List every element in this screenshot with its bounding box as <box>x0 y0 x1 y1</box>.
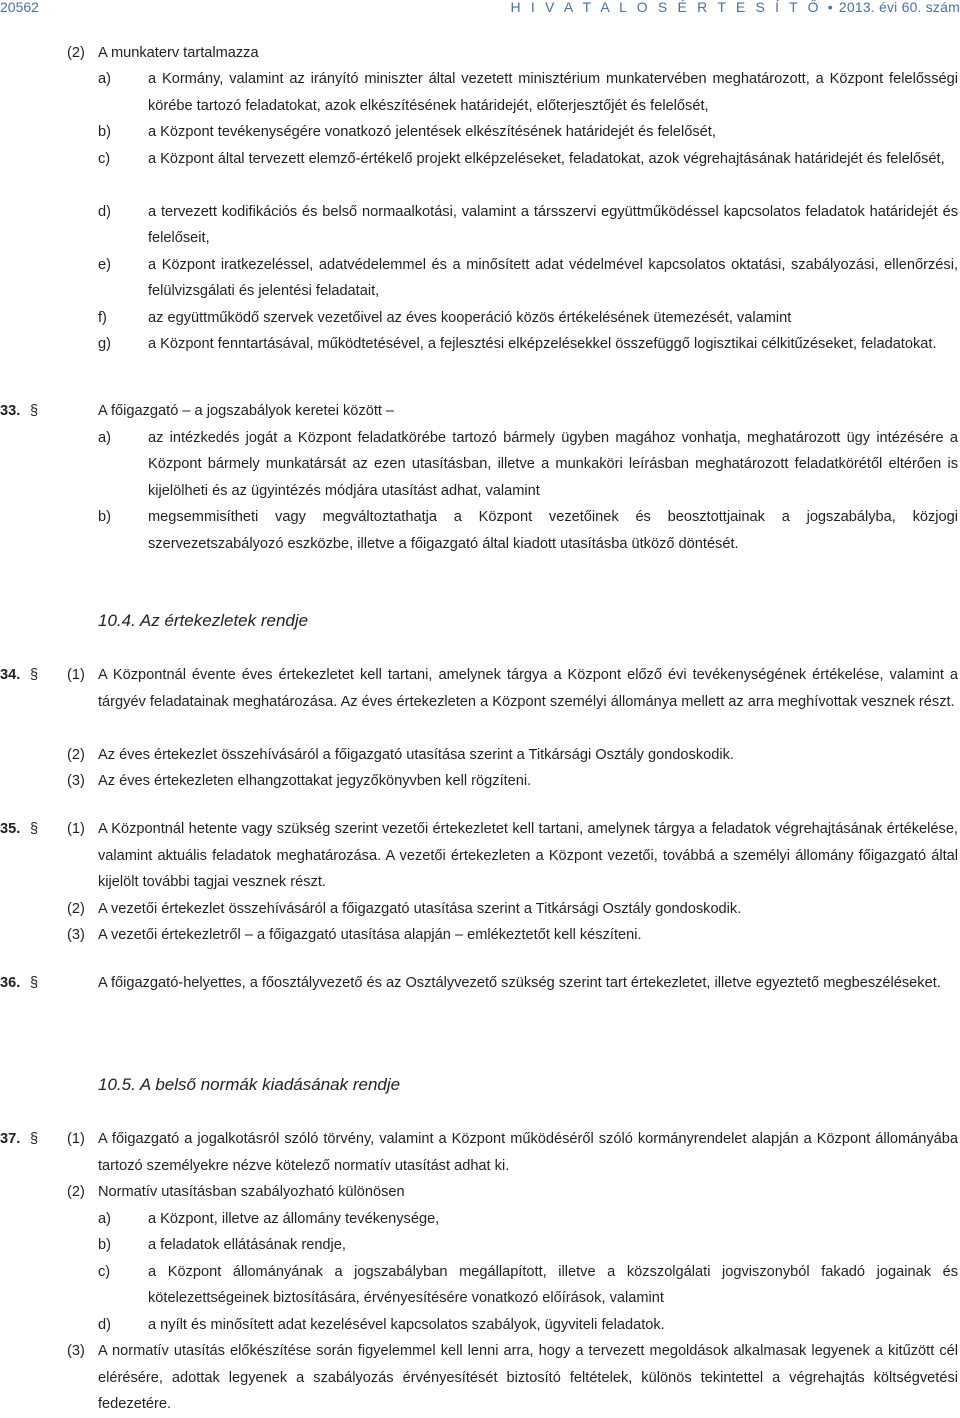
point-text: a nyílt és minősített adat kezelésével kapcsolatos szabályok, ügyviteli feladatok. <box>148 1316 665 1333</box>
subsection <box>0 768 960 795</box>
subsection-text: A Központnál évente éves értekezletet kell tartani, amelynek tárgya a Központ előző évi tevékenységének értékelése, valamint a tárgyév feladatainak meghatározása. Az éves értekezleten a Központ személyi állománya mellett az arra meghívottak vesznek részt. <box>98 667 958 710</box>
point-text: a Központ állományának a jogszabályban megállapított, illetve a közszolgálati jogviszonyból fakadó jogainak és kötelezettségeinek biztosítására, érvényesítésére vonatkozó előírások, valamint <box>148 1263 958 1306</box>
page-number: 20562 <box>0 0 39 15</box>
section-number: 35. <box>0 821 21 837</box>
subsection-text: Az éves értekezleten elhangzottakat jegyzőkönyvben kell rögzíteni. <box>98 773 532 789</box>
point-text: az intézkedés jogát a Központ feladatkörébe tartozó bármely ügyben magához vonhatja, meghatározott ügy intézésére a Központ bármely munkatársát az ezen utasításban, illetve a munkaköri leírásban meghatározott feladatkörétől eltérően is kijelölheti és az ügyintézés módjára utasítást adhat, valamint <box>148 429 958 499</box>
section-number: 36. <box>0 975 21 991</box>
subsection-label: (2) <box>67 45 85 61</box>
point-text: a Központ iratkezeléssel, adatvédelemmel és a minősített adat védelmével kapcsolatos oktatási, szabályozási, ellenőrzési, felülvizsgálati és jelentési feladatait, <box>148 256 958 299</box>
section-36 <box>0 970 960 1023</box>
point-label: b) <box>98 124 111 140</box>
section-number: 33. <box>0 403 21 419</box>
list-item <box>0 425 960 505</box>
subsection-text: A főigazgató a jogalkotásról szóló törvény, valamint a Központ működéséről szóló kormányrendelet alapján a Központ állományába tartozó személyekre nézve kötelező normatív utasítást adhat ki. <box>98 1131 958 1174</box>
subsection-label: (3) <box>67 927 85 943</box>
point-list <box>0 66 960 384</box>
subsection-text: A vezetői értekezletről – a főigazgató utasítása alapján – emlékeztetőt kell készíteni. <box>98 927 642 943</box>
point-text: a Kormány, valamint az irányító miniszter által vezetett minisztérium munkatervében meghatározott, a Központ felelősségi körébe tartozó feladatokat, azok elkészítésének határidejét, előterjesztőjét és felelősét, <box>148 71 958 114</box>
subsection-label: (2) <box>67 900 85 917</box>
issue-number: 2013. évi 60. szám <box>838 0 960 15</box>
point-label: a) <box>98 1210 111 1227</box>
publication-title: H I V A T A L O S É R T E S Í T Ő <box>510 0 822 15</box>
list-item <box>0 305 960 332</box>
point-label: g) <box>98 336 111 352</box>
subsection <box>0 1179 960 1206</box>
list-item <box>0 1259 960 1312</box>
list-item <box>0 331 960 384</box>
subsection-label: (1) <box>67 667 85 683</box>
subsection <box>0 1126 960 1179</box>
point-label: f) <box>98 309 107 326</box>
section-symbol: § <box>30 403 39 419</box>
heading-10-4: 10.4. Az értekezletek rendje <box>98 611 309 630</box>
list-item <box>0 146 960 199</box>
section-symbol: § <box>30 667 39 683</box>
point-label: b) <box>98 509 111 525</box>
point-label: d) <box>98 1316 111 1333</box>
subsection-label: (3) <box>67 773 85 789</box>
subsection-label: (2) <box>67 746 85 763</box>
subsection <box>0 922 960 949</box>
point-label: e) <box>98 256 111 273</box>
section-symbol: § <box>30 1131 39 1147</box>
subsection-label: (3) <box>67 1343 85 1359</box>
list-item <box>0 119 960 146</box>
subsection <box>0 742 960 769</box>
point-text: az együttműködő szervek vezetőivel az éves kooperáció közös értékelésének ütemezését, valamint <box>148 309 792 326</box>
subsection-label: (2) <box>67 1184 85 1200</box>
subsection-text: Az éves értekezlet összehívásáról a főigazgató utasítása szerint a Titkársági Osztály gondoskodik. <box>98 746 734 763</box>
subsection-label: (1) <box>67 1131 85 1147</box>
subsection-text: A vezetői értekezlet összehívásáról a főigazgató utasítása szerint a Titkársági Osztály gondoskodik. <box>98 900 742 917</box>
point-label: b) <box>98 1237 111 1253</box>
list-item <box>0 504 960 557</box>
subsection <box>0 816 960 896</box>
list-item <box>0 252 960 305</box>
subsection-label: (1) <box>67 821 85 837</box>
page-header <box>0 0 960 17</box>
point-text: a Központ, illetve az állomány tevékenysége, <box>148 1210 440 1227</box>
section-35 <box>0 816 960 946</box>
point-list <box>0 425 960 558</box>
point-label: d) <box>98 203 111 220</box>
list-item <box>0 1206 960 1233</box>
section-34 <box>0 662 960 792</box>
point-text: megsemmisítheti vagy megváltoztathatja a Központ vezetőinek és beosztottjainak a jogszabályba, közjogi szervezetszabályozó eszközbe, illetve a főigazgató által kiadott utasításba ütköző döntését. <box>148 509 958 552</box>
subsection-text: A Központnál hetente vagy szükség szerint vezetői értekezletet kell tartani, amelynek tárgya a feladatok végrehajtásának értékelése, valamint aktuális feladatok meghatározása. A vezetői értekezleten a Központ vezetői, továbbá a személyi állomány főigazgató által kijelölt további tagjai vesznek részt. <box>98 821 958 890</box>
point-label: c) <box>98 150 111 167</box>
section-33 <box>0 398 960 563</box>
point-label: c) <box>98 1263 111 1280</box>
list-item <box>0 199 960 252</box>
subsection <box>0 662 960 742</box>
point-text: a Központ által tervezett elemző-értékelő projekt elképzeléseket, feladatokat, azok végrehajtásának határidejét és felelősét, <box>148 150 945 167</box>
section-symbol: § <box>30 975 39 991</box>
point-label: a) <box>98 71 111 87</box>
list-item <box>0 1232 960 1259</box>
publication-info <box>510 0 960 15</box>
section-number: 34. <box>0 667 21 683</box>
point-label: a) <box>98 429 111 446</box>
section-symbol: § <box>30 821 39 837</box>
section-37 <box>0 1126 960 1412</box>
subsection-text: Normatív utasításban szabályozható különösen <box>98 1184 405 1200</box>
point-text: a Központ tevékenységére vonatkozó jelentések elkészítésének határidejét és felelősét, <box>148 124 716 140</box>
section-intro: A főigazgató – a jogszabályok keretei között – <box>98 403 395 419</box>
subsection-text: A normatív utasítás előkészítése során figyelemmel kell lenni arra, hogy a tervezett megoldások alkalmasak legyenek a kitűzött cél elérésére, adottak legyenek a szabályozás érvényesítését biztosító feltételek, különös tekintettel a végrehajtás költségvetési fedezetére. <box>98 1343 958 1412</box>
section-text: A főigazgató-helyettes, a főosztályvezető és az Osztályvezető szükség szerint tart értekezletet, illetve egyeztető megbeszéléseket. <box>98 975 941 991</box>
point-text: a tervezett kodifikációs és belső normaalkotási, valamint a társszervi együttműködéssel kapcsolatos feladatok határidejét és felelőseit, <box>148 203 958 246</box>
point-text: a feladatok ellátásának rendje, <box>148 1237 346 1253</box>
section-number: 37. <box>0 1131 21 1147</box>
point-text: a Központ fenntartásával, működtetésével, a fejlesztési elképzelésekkel összefüggő logisztikai célkitűzéseket, feladatokat. <box>148 336 937 352</box>
list-item <box>0 66 960 119</box>
subsection <box>0 896 960 923</box>
heading-10-5: 10.5. A belső normák kiadásának rendje <box>98 1075 401 1094</box>
subsection-text: A munkaterv tartalmazza <box>98 45 259 61</box>
list-item <box>0 1312 960 1339</box>
separator-bullet: • <box>827 0 833 15</box>
